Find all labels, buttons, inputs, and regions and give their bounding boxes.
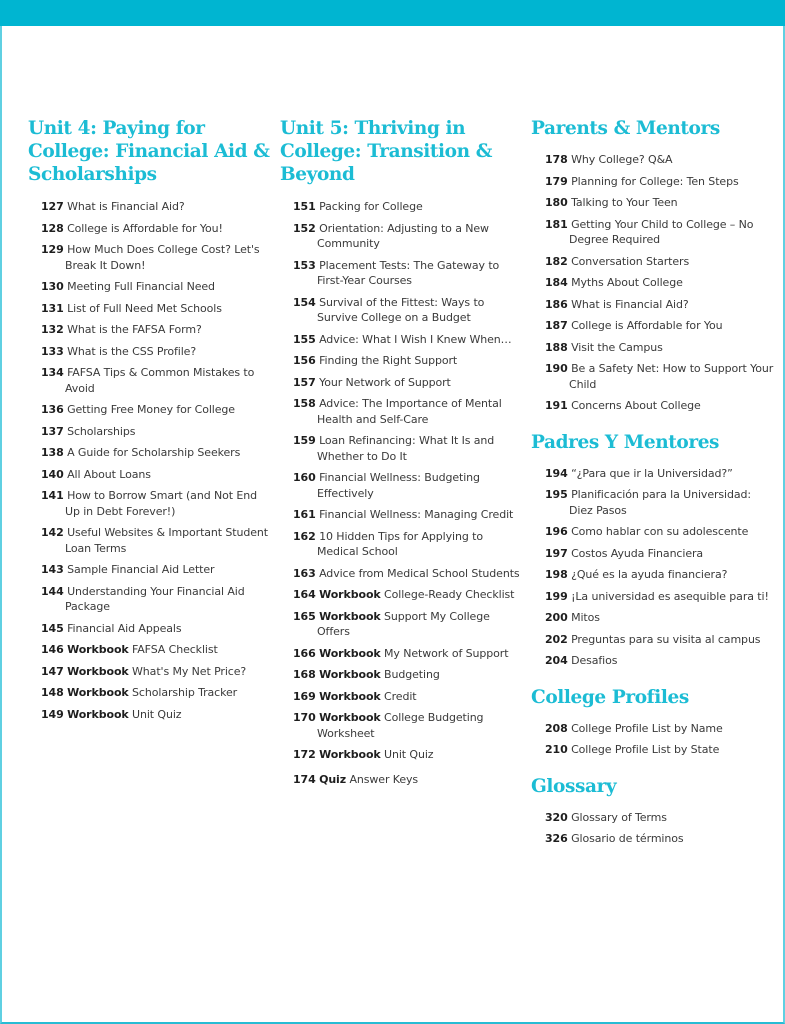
page-number: 208 — [545, 721, 568, 735]
entry-tag: Workbook — [319, 689, 381, 703]
toc-entry[interactable] — [545, 152, 776, 168]
page-number: 143 — [41, 563, 64, 576]
page-number: 154 — [293, 295, 316, 309]
toc-entry[interactable] — [545, 610, 776, 626]
toc-section — [28, 117, 273, 722]
toc-section — [280, 117, 525, 787]
toc-section — [531, 431, 776, 669]
toc-entry[interactable] — [41, 365, 273, 396]
toc-entry[interactable] — [41, 707, 273, 723]
toc-entry[interactable] — [545, 546, 776, 562]
section-heading: Padres Y Mentores — [531, 431, 720, 453]
toc-entry[interactable] — [41, 199, 273, 215]
entry-title: College is Affordable for You — [571, 319, 723, 332]
page-number: 151 — [293, 200, 316, 213]
toc-entry[interactable] — [545, 567, 776, 583]
entry-title: How Much Does College Cost? Let's Break It Down! — [65, 243, 260, 272]
entry-tag: Workbook — [67, 643, 129, 656]
toc-entry[interactable] — [293, 747, 525, 763]
entry-title: Mitos — [571, 611, 600, 624]
toc-entry[interactable] — [293, 295, 525, 326]
page-number: 172 — [293, 748, 316, 761]
toc-entry[interactable] — [545, 340, 776, 356]
toc-entry[interactable] — [41, 685, 273, 701]
entry-title: Financial Wellness: Managing Credit — [319, 508, 514, 521]
entry-title: Unit Quiz — [384, 748, 434, 761]
page-number: 166 — [293, 646, 316, 660]
entry-title: Answer Keys — [349, 772, 419, 786]
entry-title: College is Affordable for You! — [67, 221, 223, 235]
entry-tag: Workbook — [319, 588, 381, 601]
toc-entry[interactable] — [545, 742, 776, 758]
entry-tag: Workbook — [319, 646, 381, 660]
entry-tag: Workbook — [67, 707, 129, 721]
page-number: 156 — [293, 354, 316, 367]
toc-entry[interactable] — [545, 632, 776, 648]
entry-title: Placement Tests: The Gateway to First-Year Courses — [317, 258, 500, 287]
entry-title: College Budgeting Worksheet — [317, 711, 484, 740]
toc-entry[interactable] — [293, 772, 525, 788]
page-number: 164 — [293, 588, 316, 601]
page-number: 204 — [545, 654, 568, 667]
toc-entry[interactable] — [41, 322, 273, 338]
page-number: 181 — [545, 217, 568, 231]
page-number: 132 — [41, 323, 64, 336]
page-number: 146 — [41, 643, 64, 656]
page-number: 134 — [41, 366, 64, 379]
page-number: 326 — [545, 832, 568, 845]
toc-entry[interactable] — [545, 254, 776, 270]
page-number: 133 — [41, 344, 64, 358]
entry-tag: Workbook — [319, 711, 381, 724]
toc-list — [41, 199, 273, 722]
page-number: 190 — [545, 362, 568, 375]
page-number: 165 — [293, 609, 316, 623]
entry-title: Financial Wellness: Budgeting Effectively — [317, 471, 480, 500]
page-number: 145 — [41, 621, 64, 635]
entry-title: Credit — [384, 689, 417, 703]
page-number: 158 — [293, 397, 316, 410]
page-number: 136 — [41, 403, 64, 416]
entry-title: Como hablar con su adolescente — [571, 525, 749, 538]
section-heading: Unit 5: Thriving in College: Transition & Beyond — [280, 118, 493, 185]
toc-entry[interactable] — [41, 467, 273, 483]
entry-title: Understanding Your Financial Aid Package — [65, 584, 245, 613]
entry-title: Preguntas para su visita al campus — [571, 632, 761, 646]
toc-entry[interactable] — [545, 810, 776, 826]
page-number: 162 — [293, 529, 316, 543]
entry-title: Loan Refinancing: What It Is and Whether to Do It — [317, 434, 495, 463]
page-number: 210 — [545, 743, 568, 756]
toc-entry[interactable] — [41, 424, 273, 440]
page-number: 144 — [41, 584, 64, 598]
section-heading: Glossary — [531, 775, 617, 797]
page-number: 153 — [293, 258, 316, 272]
toc-entry[interactable] — [293, 689, 525, 705]
page-number: 174 — [293, 772, 316, 786]
page-number: 187 — [545, 319, 568, 332]
page-number: 140 — [41, 467, 64, 481]
toc-list — [293, 199, 525, 787]
toc-entry[interactable] — [41, 525, 273, 556]
toc-entry[interactable] — [293, 353, 525, 369]
page-number: 194 — [545, 466, 568, 480]
toc-entry[interactable] — [293, 396, 525, 427]
toc-entry[interactable] — [545, 398, 776, 414]
page-number: 199 — [545, 589, 568, 603]
entry-title: ¡La universidad es asequible para ti! — [571, 589, 769, 603]
page-number: 142 — [41, 526, 64, 539]
page-number: 182 — [545, 254, 568, 268]
entry-title: College Profile List by Name — [571, 721, 723, 735]
entry-title: Getting Your Child to College – No Degree Required — [569, 217, 754, 246]
entry-title: All About Loans — [67, 467, 151, 481]
page-number: 198 — [545, 568, 568, 581]
entry-title: Finding the Right Support — [319, 354, 458, 367]
entry-title: What is Financial Aid? — [67, 200, 185, 213]
page-number: 169 — [293, 689, 316, 703]
toc-entry[interactable] — [293, 258, 525, 289]
entry-title: How to Borrow Smart (and Not End Up in Debt Forever!) — [65, 489, 257, 518]
section-heading: Parents & Mentors — [531, 118, 720, 139]
entry-title: Survival of the Fittest: Ways to Survive College on a Budget — [317, 295, 485, 324]
entry-title: FAFSA Checklist — [132, 643, 218, 656]
page-number: 179 — [545, 174, 568, 188]
entry-tag: Workbook — [67, 686, 129, 699]
entry-title: Useful Websites & Important Student Loan Terms — [65, 526, 269, 555]
toc-entry[interactable] — [293, 646, 525, 662]
entry-title: Costos Ayuda Financiera — [571, 546, 704, 560]
entry-title: ¿Qué es la ayuda financiera? — [571, 568, 728, 581]
entry-title: College Profile List by State — [571, 743, 720, 756]
page-number: 128 — [41, 221, 64, 235]
entry-title: A Guide for Scholarship Seekers — [67, 446, 241, 459]
toc-entry[interactable] — [545, 275, 776, 291]
entry-tag: Workbook — [319, 668, 381, 681]
toc-entry[interactable] — [41, 584, 273, 615]
page-number: 155 — [293, 332, 316, 346]
toc-entry[interactable] — [545, 174, 776, 190]
page-number: 197 — [545, 546, 568, 560]
entry-tag: Workbook — [319, 609, 381, 623]
toc-entry[interactable] — [545, 361, 776, 392]
entry-title: Planning for College: Ten Steps — [571, 174, 739, 188]
page-number: 141 — [41, 489, 64, 502]
page-number: 200 — [545, 611, 568, 624]
entry-title: Financial Aid Appeals — [67, 621, 182, 635]
toc-section — [531, 686, 776, 758]
toc-entry[interactable] — [545, 217, 776, 248]
toc-entry[interactable] — [293, 199, 525, 215]
toc-entry[interactable] — [545, 318, 776, 334]
top-accent-bar — [0, 0, 785, 26]
toc-entry[interactable] — [293, 609, 525, 640]
page-number: 130 — [41, 280, 64, 293]
entry-tag: Workbook — [319, 748, 381, 761]
page-number: 148 — [41, 686, 64, 699]
toc-entry[interactable] — [545, 524, 776, 540]
toc-entry[interactable] — [293, 332, 525, 348]
toc-list — [545, 466, 776, 669]
entry-title: “¿Para que ir la Universidad?” — [571, 466, 733, 480]
entry-title: Glossary of Terms — [571, 810, 667, 824]
toc-entry[interactable] — [545, 466, 776, 482]
page-number: 149 — [41, 707, 64, 721]
toc-entry[interactable] — [545, 653, 776, 669]
page-number: 191 — [545, 399, 568, 412]
page-number: 160 — [293, 471, 316, 484]
entry-tag: Workbook — [67, 664, 129, 678]
page-number: 188 — [545, 340, 568, 354]
entry-title: Budgeting — [384, 668, 440, 681]
entry-title: My Network of Support — [384, 646, 509, 660]
entry-title: Advice from Medical School Students — [319, 566, 520, 580]
entry-title: Orientation: Adjusting to a New Community — [317, 221, 489, 250]
section-heading: College Profiles — [531, 686, 689, 708]
page-number: 320 — [545, 810, 568, 824]
toc-list — [545, 810, 776, 847]
entry-title: What's My Net Price? — [132, 664, 247, 678]
entry-tag: Quiz — [319, 772, 347, 786]
toc-entry[interactable] — [41, 242, 273, 273]
toc-column-1 — [28, 117, 273, 728]
toc-entry[interactable] — [41, 488, 273, 519]
section-heading: Unit 4: Paying for College: Financial Aid & Scholarships — [28, 118, 270, 185]
page-number: 161 — [293, 508, 316, 521]
page-number: 195 — [545, 488, 568, 501]
entry-title: Why College? Q&A — [571, 153, 673, 166]
toc-entry[interactable] — [545, 589, 776, 605]
entry-title: List of Full Need Met Schools — [67, 301, 222, 315]
entry-title: Advice: What I Wish I Knew When… — [319, 332, 512, 346]
toc-column-3 — [531, 117, 776, 864]
entry-title: 10 Hidden Tips for Applying to Medical School — [317, 529, 483, 558]
entry-title: FAFSA Tips & Common Mistakes to Avoid — [65, 366, 255, 395]
page-number: 184 — [545, 276, 568, 289]
page-number: 202 — [545, 632, 568, 646]
entry-title: Support My College Offers — [317, 609, 490, 638]
entry-title: Glosario de términos — [571, 832, 684, 845]
toc-entry[interactable] — [293, 566, 525, 582]
entry-title: Getting Free Money for College — [67, 403, 235, 416]
entry-title: Sample Financial Aid Letter — [67, 563, 215, 576]
entry-title: Be a Safety Net: How to Support Your Child — [569, 362, 774, 391]
page-number: 138 — [41, 446, 64, 459]
toc-entry[interactable] — [293, 221, 525, 252]
toc-entry[interactable] — [293, 470, 525, 501]
toc-entry[interactable] — [293, 710, 525, 741]
entry-title: Scholarships — [67, 424, 136, 438]
page-number: 152 — [293, 221, 316, 235]
entry-title: Myths About College — [571, 276, 683, 289]
toc-entry[interactable] — [293, 587, 525, 603]
entry-title: Advice: The Importance of Mental Health and Self-Care — [317, 397, 502, 426]
toc-entry[interactable] — [545, 487, 776, 518]
page-number: 131 — [41, 301, 64, 315]
page-number: 147 — [41, 664, 64, 678]
entry-title: Conversation Starters — [571, 254, 690, 268]
entry-title: Planificación para la Universidad: Diez Pasos — [569, 488, 752, 517]
page-number: 159 — [293, 434, 316, 447]
toc-entry[interactable] — [41, 279, 273, 295]
entry-title: What is the FAFSA Form? — [67, 323, 202, 336]
toc-list — [545, 152, 776, 414]
toc-section — [531, 117, 776, 414]
toc-entry[interactable] — [41, 664, 273, 680]
page-number: 196 — [545, 525, 568, 538]
toc-entry[interactable] — [41, 221, 273, 237]
page-number: 137 — [41, 424, 64, 438]
entry-title: Visit the Campus — [571, 340, 663, 354]
entry-title: Packing for College — [319, 200, 423, 213]
toc-entry[interactable] — [41, 344, 273, 360]
toc-section — [531, 775, 776, 847]
toc-entry[interactable] — [293, 529, 525, 560]
toc-list — [545, 721, 776, 758]
page-number: 170 — [293, 711, 316, 724]
entry-title: Meeting Full Financial Need — [67, 280, 215, 293]
page-number: 168 — [293, 668, 316, 681]
toc-entry[interactable] — [293, 507, 525, 523]
toc-entry[interactable] — [293, 667, 525, 683]
page-number: 180 — [545, 196, 568, 209]
page-number: 127 — [41, 200, 64, 213]
toc-entry[interactable] — [293, 433, 525, 464]
toc-entry[interactable] — [41, 445, 273, 461]
toc-column-2 — [280, 117, 525, 793]
toc-entry[interactable] — [41, 621, 273, 637]
entry-title: Desafios — [571, 654, 618, 667]
toc-entry[interactable] — [545, 195, 776, 211]
toc-entry[interactable] — [41, 402, 273, 418]
page-number: 157 — [293, 375, 316, 389]
toc-entry[interactable] — [41, 301, 273, 317]
page-number: 178 — [545, 153, 568, 166]
page-number: 129 — [41, 243, 64, 256]
toc-entry[interactable] — [545, 297, 776, 313]
toc-entry[interactable] — [293, 375, 525, 391]
page-number: 163 — [293, 566, 316, 580]
entry-title: College-Ready Checklist — [384, 588, 515, 601]
entry-title: What is the CSS Profile? — [67, 344, 197, 358]
toc-entry[interactable] — [41, 642, 273, 658]
toc-entry[interactable] — [41, 562, 273, 578]
toc-entry[interactable] — [545, 831, 776, 847]
entry-title: Unit Quiz — [132, 707, 182, 721]
toc-entry[interactable] — [545, 721, 776, 737]
entry-title: Talking to Your Teen — [571, 196, 678, 209]
entry-title: What is Financial Aid? — [571, 297, 689, 311]
page-number: 186 — [545, 297, 568, 311]
entry-title: Your Network of Support — [319, 375, 451, 389]
entry-title: Concerns About College — [571, 399, 701, 412]
entry-title: Scholarship Tracker — [132, 686, 238, 699]
